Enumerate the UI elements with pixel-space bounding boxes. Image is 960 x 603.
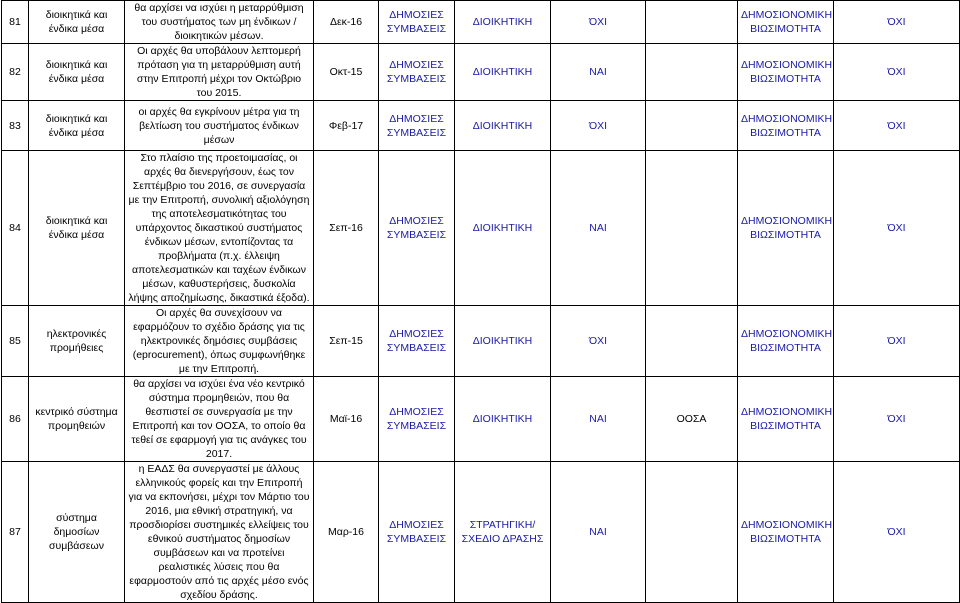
type-cell: ΔΙΟΙΚΗΤΙΚΗ	[455, 1, 551, 44]
partner-cell: ΟΟΣΑ	[646, 377, 738, 462]
category-cell: ΔΗΜΟΣΙΕΣ ΣΥΜΒΑΣΕΙΣ	[379, 1, 455, 44]
topic-cell: σύστημα δημοσίων συμβάσεων	[29, 462, 125, 603]
description-cell: Οι αρχές θα συνεχίσουν να εφαρμόζουν το σχέδιο δράσης για τις ηλεκτρονικές δημόσιες συμβάσεις (eprocurement), όπως συμφωνήθηκε με την Επιτροπή.	[125, 306, 314, 377]
table-row	[2, 151, 960, 306]
sustainability-cell: ΔΗΜΟΣΙΟΝΟΜΙΚΗ ΒΙΩΣΙΜΟΤΗΤΑ	[738, 306, 834, 377]
topic-cell: διοικητικά και ένδικα μέσα	[29, 101, 125, 151]
table-row	[2, 101, 960, 151]
answer-cell: ΝΑΙ	[551, 462, 646, 603]
type-cell: ΔΙΟΙΚΗΤΙΚΗ	[455, 44, 551, 101]
sustainability-cell: ΔΗΜΟΣΙΟΝΟΜΙΚΗ ΒΙΩΣΙΜΟΤΗΤΑ	[738, 44, 834, 101]
sustainability-cell: ΔΗΜΟΣΙΟΝΟΜΙΚΗ ΒΙΩΣΙΜΟΤΗΤΑ	[738, 101, 834, 151]
partner-cell	[646, 44, 738, 101]
partner-cell	[646, 1, 738, 44]
answer-cell: ΝΑΙ	[551, 377, 646, 462]
description-cell: Οι αρχές θα υποβάλουν λεπτομερή πρόταση για τη μεταρρύθμιση αυτή στην Επιτροπή μέχρι τον Οκτώβριο του 2015.	[125, 44, 314, 101]
category-cell: ΔΗΜΟΣΙΕΣ ΣΥΜΒΑΣΕΙΣ	[379, 151, 455, 306]
answer-cell: ΌΧΙ	[551, 306, 646, 377]
answer-cell-2: ΌΧΙ	[834, 44, 960, 101]
table-row	[2, 306, 960, 377]
answer-cell-2: ΌΧΙ	[834, 101, 960, 151]
sustainability-cell: ΔΗΜΟΣΙΟΝΟΜΙΚΗ ΒΙΩΣΙΜΟΤΗΤΑ	[738, 462, 834, 603]
date-cell: Φεβ-17	[314, 101, 379, 151]
row-number: 87	[2, 462, 29, 603]
category-cell: ΔΗΜΟΣΙΕΣ ΣΥΜΒΑΣΕΙΣ	[379, 44, 455, 101]
sustainability-cell: ΔΗΜΟΣΙΟΝΟΜΙΚΗ ΒΙΩΣΙΜΟΤΗΤΑ	[738, 1, 834, 44]
table-row	[2, 377, 960, 462]
table-row	[2, 1, 960, 44]
partner-cell	[646, 101, 738, 151]
answer-cell-2: ΌΧΙ	[834, 377, 960, 462]
answer-cell: ΌΧΙ	[551, 1, 646, 44]
partner-cell	[646, 306, 738, 377]
category-cell: ΔΗΜΟΣΙΕΣ ΣΥΜΒΑΣΕΙΣ	[379, 377, 455, 462]
row-number: 86	[2, 377, 29, 462]
partner-cell	[646, 462, 738, 603]
date-cell: Μαϊ-16	[314, 377, 379, 462]
description-cell: η ΕΑΔΣ θα συνεργαστεί με άλλους ελληνικούς φορείς και την Επιτροπή για να εκπονήσει, μέχρι τον Μάρτιο του 2016, μια εθνική στρατηγική, να προσδιορίσει συστημικές ελλείψεις του εθνικού συστήματος δημοσίων συμβάσεων και να προτείνει ρεαλιστικές λύσεις που θα εφαρμοστούν από τις αρχές μέσο ενός σχεδίου δράσης.	[125, 462, 314, 603]
type-cell: ΔΙΟΙΚΗΤΙΚΗ	[455, 101, 551, 151]
answer-cell-2: ΌΧΙ	[834, 462, 960, 603]
answer-cell: ΝΑΙ	[551, 151, 646, 306]
description-cell: θα αρχίσει να ισχύει ένα νέο κεντρικό σύστημα προμηθειών, που θα θεσπιστεί σε συνεργασία με την Επιτροπή και τον ΟΟΣΑ, το οποίο θα τεθεί σε εφαρμογή για τις ανάγκες του 2017.	[125, 377, 314, 462]
sustainability-cell: ΔΗΜΟΣΙΟΝΟΜΙΚΗ ΒΙΩΣΙΜΟΤΗΤΑ	[738, 377, 834, 462]
answer-cell-2: ΌΧΙ	[834, 306, 960, 377]
measures-table	[1, 0, 960, 603]
date-cell: Δεκ-16	[314, 1, 379, 44]
row-number: 84	[2, 151, 29, 306]
type-cell: ΔΙΟΙΚΗΤΙΚΗ	[455, 306, 551, 377]
answer-cell: ΝΑΙ	[551, 44, 646, 101]
table-row	[2, 44, 960, 101]
topic-cell: κεντρικό σύστημα προμηθειών	[29, 377, 125, 462]
date-cell: Σεπ-16	[314, 151, 379, 306]
topic-cell: διοικητικά και ένδικα μέσα	[29, 1, 125, 44]
topic-cell: διοικητικά και ένδικα μέσα	[29, 151, 125, 306]
sustainability-cell: ΔΗΜΟΣΙΟΝΟΜΙΚΗ ΒΙΩΣΙΜΟΤΗΤΑ	[738, 151, 834, 306]
row-number: 83	[2, 101, 29, 151]
category-cell: ΔΗΜΟΣΙΕΣ ΣΥΜΒΑΣΕΙΣ	[379, 306, 455, 377]
type-cell: ΣΤΡΑΤΗΓΙΚΗ/ΣΧΕΔΙΟ ΔΡΑΣΗΣ	[455, 462, 551, 603]
description-cell: Στο πλαίσιο της προετοιμασίας, οι αρχές θα διενεργήσουν, έως τον Σεπτέμβριο του 2016, σε συνεργασία με την Επιτροπή, συνολική αξιολόγηση της αποτελεσματικότητας του υπάρχοντος δικαστικού συστήματος ένδικων μέσων, εντοπίζοντας τα προβλήματα (π.χ. έλλειψη αποτελεσματικών και ταχέων ένδικων μέσων, καθυστερήσεις, δυσκολία λήψης αποζημίωσης, δικαστικά έξοδα).	[125, 151, 314, 306]
date-cell: Μαρ-16	[314, 462, 379, 603]
row-number: 81	[2, 1, 29, 44]
answer-cell-2: ΌΧΙ	[834, 151, 960, 306]
row-number: 82	[2, 44, 29, 101]
date-cell: Σεπ-15	[314, 306, 379, 377]
partner-cell	[646, 151, 738, 306]
type-cell: ΔΙΟΙΚΗΤΙΚΗ	[455, 377, 551, 462]
table-row	[2, 462, 960, 603]
row-number: 85	[2, 306, 29, 377]
type-cell: ΔΙΟΙΚΗΤΙΚΗ	[455, 151, 551, 306]
description-cell: οι αρχές θα εγκρίνουν μέτρα για τη βελτίωση του συστήματος ένδικων μέσων	[125, 101, 314, 151]
category-cell: ΔΗΜΟΣΙΕΣ ΣΥΜΒΑΣΕΙΣ	[379, 462, 455, 603]
description-cell: θα αρχίσει να ισχύει η μεταρρύθμιση του συστήματος των μη ένδικων / διοικητικών μέσων.	[125, 1, 314, 44]
topic-cell: ηλεκτρονικές προμήθειες	[29, 306, 125, 377]
date-cell: Οκτ-15	[314, 44, 379, 101]
topic-cell: διοικητικά και ένδικα μέσα	[29, 44, 125, 101]
category-cell: ΔΗΜΟΣΙΕΣ ΣΥΜΒΑΣΕΙΣ	[379, 101, 455, 151]
answer-cell-2: ΌΧΙ	[834, 1, 960, 44]
answer-cell: ΌΧΙ	[551, 101, 646, 151]
